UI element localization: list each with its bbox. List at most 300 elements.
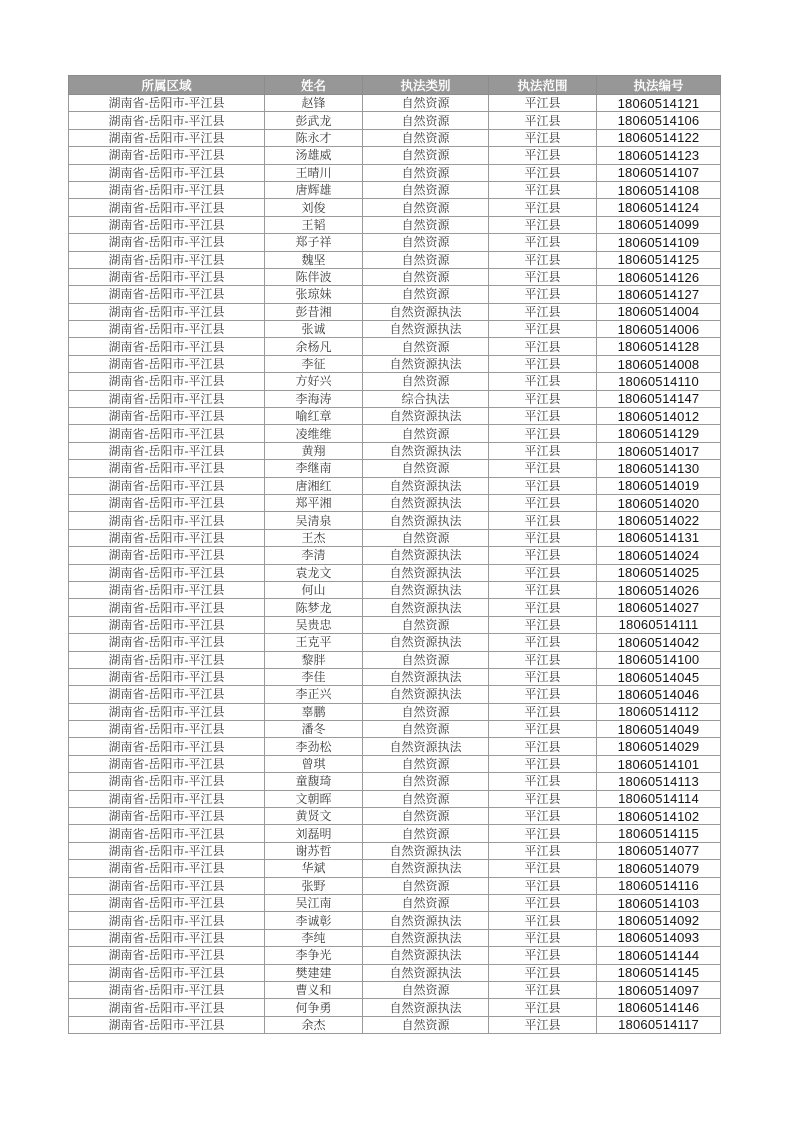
cell-region: 湖南省-岳阳市-平江县 <box>69 199 265 216</box>
table-row <box>69 112 721 129</box>
cell-scope: 平江县 <box>489 442 597 459</box>
cell-category: 自然资源执法 <box>363 738 489 755</box>
cell-name: 李征 <box>265 355 363 372</box>
cell-name: 李诚彰 <box>265 912 363 929</box>
cell-scope: 平江县 <box>489 929 597 946</box>
table-row <box>69 321 721 338</box>
cell-region: 湖南省-岳阳市-平江县 <box>69 95 265 112</box>
cell-name: 潘冬 <box>265 721 363 738</box>
cell-name: 郑子祥 <box>265 234 363 251</box>
cell-name: 樊建建 <box>265 964 363 981</box>
header-scope: 执法范围 <box>489 76 597 95</box>
table-row <box>69 842 721 859</box>
cell-category: 自然资源执法 <box>363 442 489 459</box>
cell-category: 自然资源 <box>363 651 489 668</box>
cell-category: 自然资源 <box>363 529 489 546</box>
table-row <box>69 773 721 790</box>
cell-category: 自然资源 <box>363 234 489 251</box>
cell-region: 湖南省-岳阳市-平江县 <box>69 494 265 511</box>
cell-scope: 平江县 <box>489 981 597 998</box>
cell-number: 18060514025 <box>597 564 721 581</box>
cell-scope: 平江县 <box>489 860 597 877</box>
table-row <box>69 825 721 842</box>
cell-number: 18060514125 <box>597 251 721 268</box>
cell-name: 方好兴 <box>265 373 363 390</box>
cell-name: 李海涛 <box>265 390 363 407</box>
cell-category: 自然资源执法 <box>363 842 489 859</box>
cell-number: 18060514146 <box>597 999 721 1016</box>
cell-name: 李劲松 <box>265 738 363 755</box>
table-row <box>69 651 721 668</box>
enforcement-roster-table <box>68 75 721 1034</box>
cell-category: 自然资源执法 <box>363 860 489 877</box>
cell-category: 自然资源 <box>363 981 489 998</box>
table-row <box>69 303 721 320</box>
cell-number: 18060514004 <box>597 303 721 320</box>
cell-region: 湖南省-岳阳市-平江县 <box>69 808 265 825</box>
cell-number: 18060514099 <box>597 216 721 233</box>
cell-category: 自然资源 <box>363 338 489 355</box>
cell-number: 18060514022 <box>597 512 721 529</box>
cell-category: 自然资源 <box>363 373 489 390</box>
cell-category: 自然资源 <box>363 616 489 633</box>
cell-name: 余杨凡 <box>265 338 363 355</box>
cell-name: 曾琪 <box>265 755 363 772</box>
cell-category: 自然资源 <box>363 181 489 198</box>
cell-category: 自然资源执法 <box>363 303 489 320</box>
cell-region: 湖南省-岳阳市-平江县 <box>69 981 265 998</box>
cell-region: 湖南省-岳阳市-平江县 <box>69 251 265 268</box>
cell-region: 湖南省-岳阳市-平江县 <box>69 547 265 564</box>
cell-category: 自然资源 <box>363 877 489 894</box>
cell-region: 湖南省-岳阳市-平江县 <box>69 999 265 1016</box>
cell-region: 湖南省-岳阳市-平江县 <box>69 460 265 477</box>
table-row <box>69 129 721 146</box>
table-row <box>69 964 721 981</box>
cell-category: 自然资源 <box>363 460 489 477</box>
cell-name: 何山 <box>265 581 363 598</box>
cell-name: 文朝晖 <box>265 790 363 807</box>
table-row <box>69 199 721 216</box>
cell-region: 湖南省-岳阳市-平江县 <box>69 703 265 720</box>
cell-number: 18060514012 <box>597 408 721 425</box>
cell-name: 黄翔 <box>265 442 363 459</box>
cell-name: 刘俊 <box>265 199 363 216</box>
cell-number: 18060514147 <box>597 390 721 407</box>
table-row <box>69 338 721 355</box>
cell-name: 李正兴 <box>265 686 363 703</box>
table-row <box>69 894 721 911</box>
cell-scope: 平江县 <box>489 355 597 372</box>
cell-region: 湖南省-岳阳市-平江县 <box>69 512 265 529</box>
cell-name: 王晴川 <box>265 164 363 181</box>
table-row <box>69 181 721 198</box>
cell-region: 湖南省-岳阳市-平江县 <box>69 477 265 494</box>
cell-number: 18060514127 <box>597 286 721 303</box>
cell-region: 湖南省-岳阳市-平江县 <box>69 373 265 390</box>
cell-region: 湖南省-岳阳市-平江县 <box>69 1016 265 1033</box>
cell-name: 张野 <box>265 877 363 894</box>
cell-category: 自然资源执法 <box>363 912 489 929</box>
cell-name: 黎胖 <box>265 651 363 668</box>
cell-region: 湖南省-岳阳市-平江县 <box>69 425 265 442</box>
cell-number: 18060514106 <box>597 112 721 129</box>
cell-name: 赵锋 <box>265 95 363 112</box>
table-row <box>69 947 721 964</box>
cell-region: 湖南省-岳阳市-平江县 <box>69 668 265 685</box>
table-row <box>69 686 721 703</box>
table-row <box>69 721 721 738</box>
table-row <box>69 494 721 511</box>
table-row <box>69 999 721 1016</box>
table-row <box>69 512 721 529</box>
cell-number: 18060514107 <box>597 164 721 181</box>
cell-region: 湖南省-岳阳市-平江县 <box>69 721 265 738</box>
cell-name: 谢苏哲 <box>265 842 363 859</box>
table-row <box>69 599 721 616</box>
cell-name: 辜鹏 <box>265 703 363 720</box>
cell-scope: 平江县 <box>489 547 597 564</box>
table-row <box>69 442 721 459</box>
cell-category: 自然资源 <box>363 199 489 216</box>
header-category: 执法类别 <box>363 76 489 95</box>
header-region: 所属区域 <box>69 76 265 95</box>
table-row <box>69 408 721 425</box>
cell-region: 湖南省-岳阳市-平江县 <box>69 651 265 668</box>
cell-name: 陈伴波 <box>265 268 363 285</box>
cell-category: 综合执法 <box>363 390 489 407</box>
cell-name: 曹义和 <box>265 981 363 998</box>
cell-number: 18060514049 <box>597 721 721 738</box>
cell-number: 18060514077 <box>597 842 721 859</box>
table-row <box>69 477 721 494</box>
cell-scope: 平江县 <box>489 303 597 320</box>
table-row <box>69 981 721 998</box>
cell-number: 18060514092 <box>597 912 721 929</box>
cell-number: 18060514008 <box>597 355 721 372</box>
cell-number: 18060514123 <box>597 147 721 164</box>
cell-number: 18060514102 <box>597 808 721 825</box>
cell-name: 吴清泉 <box>265 512 363 529</box>
cell-category: 自然资源执法 <box>363 355 489 372</box>
cell-name: 陈梦龙 <box>265 599 363 616</box>
table-row <box>69 425 721 442</box>
cell-region: 湖南省-岳阳市-平江县 <box>69 964 265 981</box>
cell-category: 自然资源 <box>363 703 489 720</box>
cell-category: 自然资源执法 <box>363 999 489 1016</box>
table-row <box>69 929 721 946</box>
cell-category: 自然资源 <box>363 425 489 442</box>
cell-category: 自然资源执法 <box>363 547 489 564</box>
cell-number: 18060514131 <box>597 529 721 546</box>
cell-scope: 平江县 <box>489 668 597 685</box>
cell-number: 18060514093 <box>597 929 721 946</box>
cell-name: 李继南 <box>265 460 363 477</box>
cell-region: 湖南省-岳阳市-平江县 <box>69 599 265 616</box>
cell-category: 自然资源 <box>363 129 489 146</box>
cell-name: 吴江南 <box>265 894 363 911</box>
cell-scope: 平江县 <box>489 251 597 268</box>
cell-number: 18060514027 <box>597 599 721 616</box>
cell-region: 湖南省-岳阳市-平江县 <box>69 755 265 772</box>
table-row <box>69 164 721 181</box>
cell-scope: 平江县 <box>489 129 597 146</box>
cell-scope: 平江县 <box>489 460 597 477</box>
cell-category: 自然资源 <box>363 790 489 807</box>
cell-scope: 平江县 <box>489 773 597 790</box>
cell-scope: 平江县 <box>489 494 597 511</box>
cell-number: 18060514046 <box>597 686 721 703</box>
cell-number: 18060514144 <box>597 947 721 964</box>
cell-region: 湖南省-岳阳市-平江县 <box>69 581 265 598</box>
cell-region: 湖南省-岳阳市-平江县 <box>69 912 265 929</box>
cell-category: 自然资源执法 <box>363 634 489 651</box>
cell-scope: 平江县 <box>489 408 597 425</box>
table-row <box>69 564 721 581</box>
cell-scope: 平江县 <box>489 1016 597 1033</box>
cell-category: 自然资源 <box>363 773 489 790</box>
table-row <box>69 616 721 633</box>
table-row <box>69 95 721 112</box>
cell-scope: 平江县 <box>489 95 597 112</box>
cell-number: 18060514045 <box>597 668 721 685</box>
cell-name: 童馥琦 <box>265 773 363 790</box>
cell-category: 自然资源 <box>363 147 489 164</box>
cell-region: 湖南省-岳阳市-平江县 <box>69 860 265 877</box>
cell-scope: 平江县 <box>489 703 597 720</box>
cell-region: 湖南省-岳阳市-平江县 <box>69 634 265 651</box>
cell-category: 自然资源 <box>363 95 489 112</box>
cell-name: 李争光 <box>265 947 363 964</box>
cell-number: 18060514097 <box>597 981 721 998</box>
table-row <box>69 234 721 251</box>
cell-scope: 平江县 <box>489 755 597 772</box>
cell-region: 湖南省-岳阳市-平江县 <box>69 355 265 372</box>
cell-region: 湖南省-岳阳市-平江县 <box>69 773 265 790</box>
cell-scope: 平江县 <box>489 390 597 407</box>
cell-region: 湖南省-岳阳市-平江县 <box>69 181 265 198</box>
cell-number: 18060514145 <box>597 964 721 981</box>
cell-number: 18060514019 <box>597 477 721 494</box>
table-row <box>69 1016 721 1033</box>
header-name: 姓名 <box>265 76 363 95</box>
cell-region: 湖南省-岳阳市-平江县 <box>69 825 265 842</box>
table-row <box>69 860 721 877</box>
cell-region: 湖南省-岳阳市-平江县 <box>69 686 265 703</box>
cell-number: 18060514113 <box>597 773 721 790</box>
cell-scope: 平江县 <box>489 964 597 981</box>
cell-scope: 平江县 <box>489 599 597 616</box>
cell-name: 张琼妹 <box>265 286 363 303</box>
cell-region: 湖南省-岳阳市-平江县 <box>69 877 265 894</box>
table-row <box>69 912 721 929</box>
cell-category: 自然资源 <box>363 808 489 825</box>
cell-scope: 平江县 <box>489 234 597 251</box>
cell-category: 自然资源 <box>363 268 489 285</box>
cell-number: 18060514122 <box>597 129 721 146</box>
cell-category: 自然资源 <box>363 164 489 181</box>
cell-scope: 平江县 <box>489 947 597 964</box>
cell-region: 湖南省-岳阳市-平江县 <box>69 842 265 859</box>
cell-region: 湖南省-岳阳市-平江县 <box>69 616 265 633</box>
cell-name: 王杰 <box>265 529 363 546</box>
cell-region: 湖南省-岳阳市-平江县 <box>69 529 265 546</box>
cell-scope: 平江县 <box>489 512 597 529</box>
cell-category: 自然资源执法 <box>363 512 489 529</box>
table-row <box>69 755 721 772</box>
table-row <box>69 373 721 390</box>
table-row <box>69 460 721 477</box>
cell-name: 张诚 <box>265 321 363 338</box>
cell-category: 自然资源执法 <box>363 581 489 598</box>
cell-name: 袁龙文 <box>265 564 363 581</box>
cell-name: 魏坚 <box>265 251 363 268</box>
cell-name: 汤雄威 <box>265 147 363 164</box>
cell-number: 18060514121 <box>597 95 721 112</box>
cell-number: 18060514103 <box>597 894 721 911</box>
cell-scope: 平江县 <box>489 112 597 129</box>
table-row <box>69 216 721 233</box>
table-row <box>69 147 721 164</box>
cell-name: 彭昔湘 <box>265 303 363 320</box>
cell-category: 自然资源 <box>363 755 489 772</box>
cell-category: 自然资源 <box>363 286 489 303</box>
cell-category: 自然资源执法 <box>363 668 489 685</box>
cell-region: 湖南省-岳阳市-平江县 <box>69 112 265 129</box>
cell-region: 湖南省-岳阳市-平江县 <box>69 929 265 946</box>
cell-name: 唐湘红 <box>265 477 363 494</box>
cell-number: 18060514114 <box>597 790 721 807</box>
cell-scope: 平江县 <box>489 199 597 216</box>
cell-category: 自然资源执法 <box>363 599 489 616</box>
cell-name: 李纯 <box>265 929 363 946</box>
cell-name: 王克平 <box>265 634 363 651</box>
cell-scope: 平江县 <box>489 338 597 355</box>
table-row <box>69 390 721 407</box>
cell-category: 自然资源 <box>363 721 489 738</box>
cell-scope: 平江县 <box>489 912 597 929</box>
cell-scope: 平江县 <box>489 790 597 807</box>
cell-number: 18060514128 <box>597 338 721 355</box>
cell-name: 余杰 <box>265 1016 363 1033</box>
cell-scope: 平江县 <box>489 842 597 859</box>
cell-region: 湖南省-岳阳市-平江县 <box>69 303 265 320</box>
cell-scope: 平江县 <box>489 564 597 581</box>
header-number: 执法编号 <box>597 76 721 95</box>
cell-region: 湖南省-岳阳市-平江县 <box>69 164 265 181</box>
cell-name: 唐辉雄 <box>265 181 363 198</box>
cell-scope: 平江县 <box>489 721 597 738</box>
table-row <box>69 581 721 598</box>
cell-region: 湖南省-岳阳市-平江县 <box>69 321 265 338</box>
cell-number: 18060514029 <box>597 738 721 755</box>
cell-region: 湖南省-岳阳市-平江县 <box>69 216 265 233</box>
cell-number: 18060514079 <box>597 860 721 877</box>
cell-scope: 平江县 <box>489 268 597 285</box>
cell-region: 湖南省-岳阳市-平江县 <box>69 564 265 581</box>
cell-number: 18060514006 <box>597 321 721 338</box>
table-row <box>69 877 721 894</box>
cell-number: 18060514100 <box>597 651 721 668</box>
cell-number: 18060514124 <box>597 199 721 216</box>
cell-category: 自然资源 <box>363 216 489 233</box>
cell-number: 18060514111 <box>597 616 721 633</box>
cell-number: 18060514130 <box>597 460 721 477</box>
table-row <box>69 547 721 564</box>
cell-scope: 平江县 <box>489 686 597 703</box>
table-body <box>69 95 721 1034</box>
cell-name: 李清 <box>265 547 363 564</box>
cell-number: 18060514024 <box>597 547 721 564</box>
cell-number: 18060514101 <box>597 755 721 772</box>
cell-number: 18060514017 <box>597 442 721 459</box>
cell-number: 18060514112 <box>597 703 721 720</box>
cell-name: 陈永才 <box>265 129 363 146</box>
cell-number: 18060514117 <box>597 1016 721 1033</box>
cell-scope: 平江县 <box>489 738 597 755</box>
cell-scope: 平江县 <box>489 634 597 651</box>
cell-scope: 平江县 <box>489 477 597 494</box>
table-row <box>69 738 721 755</box>
cell-region: 湖南省-岳阳市-平江县 <box>69 738 265 755</box>
cell-number: 18060514042 <box>597 634 721 651</box>
cell-region: 湖南省-岳阳市-平江县 <box>69 790 265 807</box>
cell-category: 自然资源 <box>363 1016 489 1033</box>
cell-region: 湖南省-岳阳市-平江县 <box>69 894 265 911</box>
cell-scope: 平江县 <box>489 825 597 842</box>
table-header <box>69 76 721 95</box>
table-row <box>69 808 721 825</box>
cell-category: 自然资源执法 <box>363 494 489 511</box>
cell-scope: 平江县 <box>489 181 597 198</box>
cell-name: 喻红章 <box>265 408 363 425</box>
table-row <box>69 703 721 720</box>
cell-region: 湖南省-岳阳市-平江县 <box>69 338 265 355</box>
table-row <box>69 790 721 807</box>
cell-scope: 平江县 <box>489 581 597 598</box>
cell-category: 自然资源 <box>363 112 489 129</box>
cell-scope: 平江县 <box>489 321 597 338</box>
cell-scope: 平江县 <box>489 651 597 668</box>
table-row <box>69 251 721 268</box>
table-row <box>69 268 721 285</box>
cell-region: 湖南省-岳阳市-平江县 <box>69 408 265 425</box>
cell-name: 李佳 <box>265 668 363 685</box>
cell-name: 黄贤文 <box>265 808 363 825</box>
table-row <box>69 634 721 651</box>
cell-category: 自然资源执法 <box>363 947 489 964</box>
cell-category: 自然资源执法 <box>363 564 489 581</box>
cell-name: 何争勇 <box>265 999 363 1016</box>
cell-name: 吴贵忠 <box>265 616 363 633</box>
cell-region: 湖南省-岳阳市-平江县 <box>69 442 265 459</box>
cell-scope: 平江县 <box>489 164 597 181</box>
cell-name: 彭武龙 <box>265 112 363 129</box>
table-row <box>69 355 721 372</box>
cell-name: 刘磊明 <box>265 825 363 842</box>
cell-number: 18060514126 <box>597 268 721 285</box>
cell-category: 自然资源执法 <box>363 477 489 494</box>
table-row <box>69 286 721 303</box>
cell-scope: 平江县 <box>489 216 597 233</box>
cell-number: 18060514116 <box>597 877 721 894</box>
cell-number: 18060514020 <box>597 494 721 511</box>
cell-number: 18060514115 <box>597 825 721 842</box>
cell-number: 18060514026 <box>597 581 721 598</box>
cell-name: 华斌 <box>265 860 363 877</box>
cell-region: 湖南省-岳阳市-平江县 <box>69 147 265 164</box>
cell-category: 自然资源执法 <box>363 964 489 981</box>
